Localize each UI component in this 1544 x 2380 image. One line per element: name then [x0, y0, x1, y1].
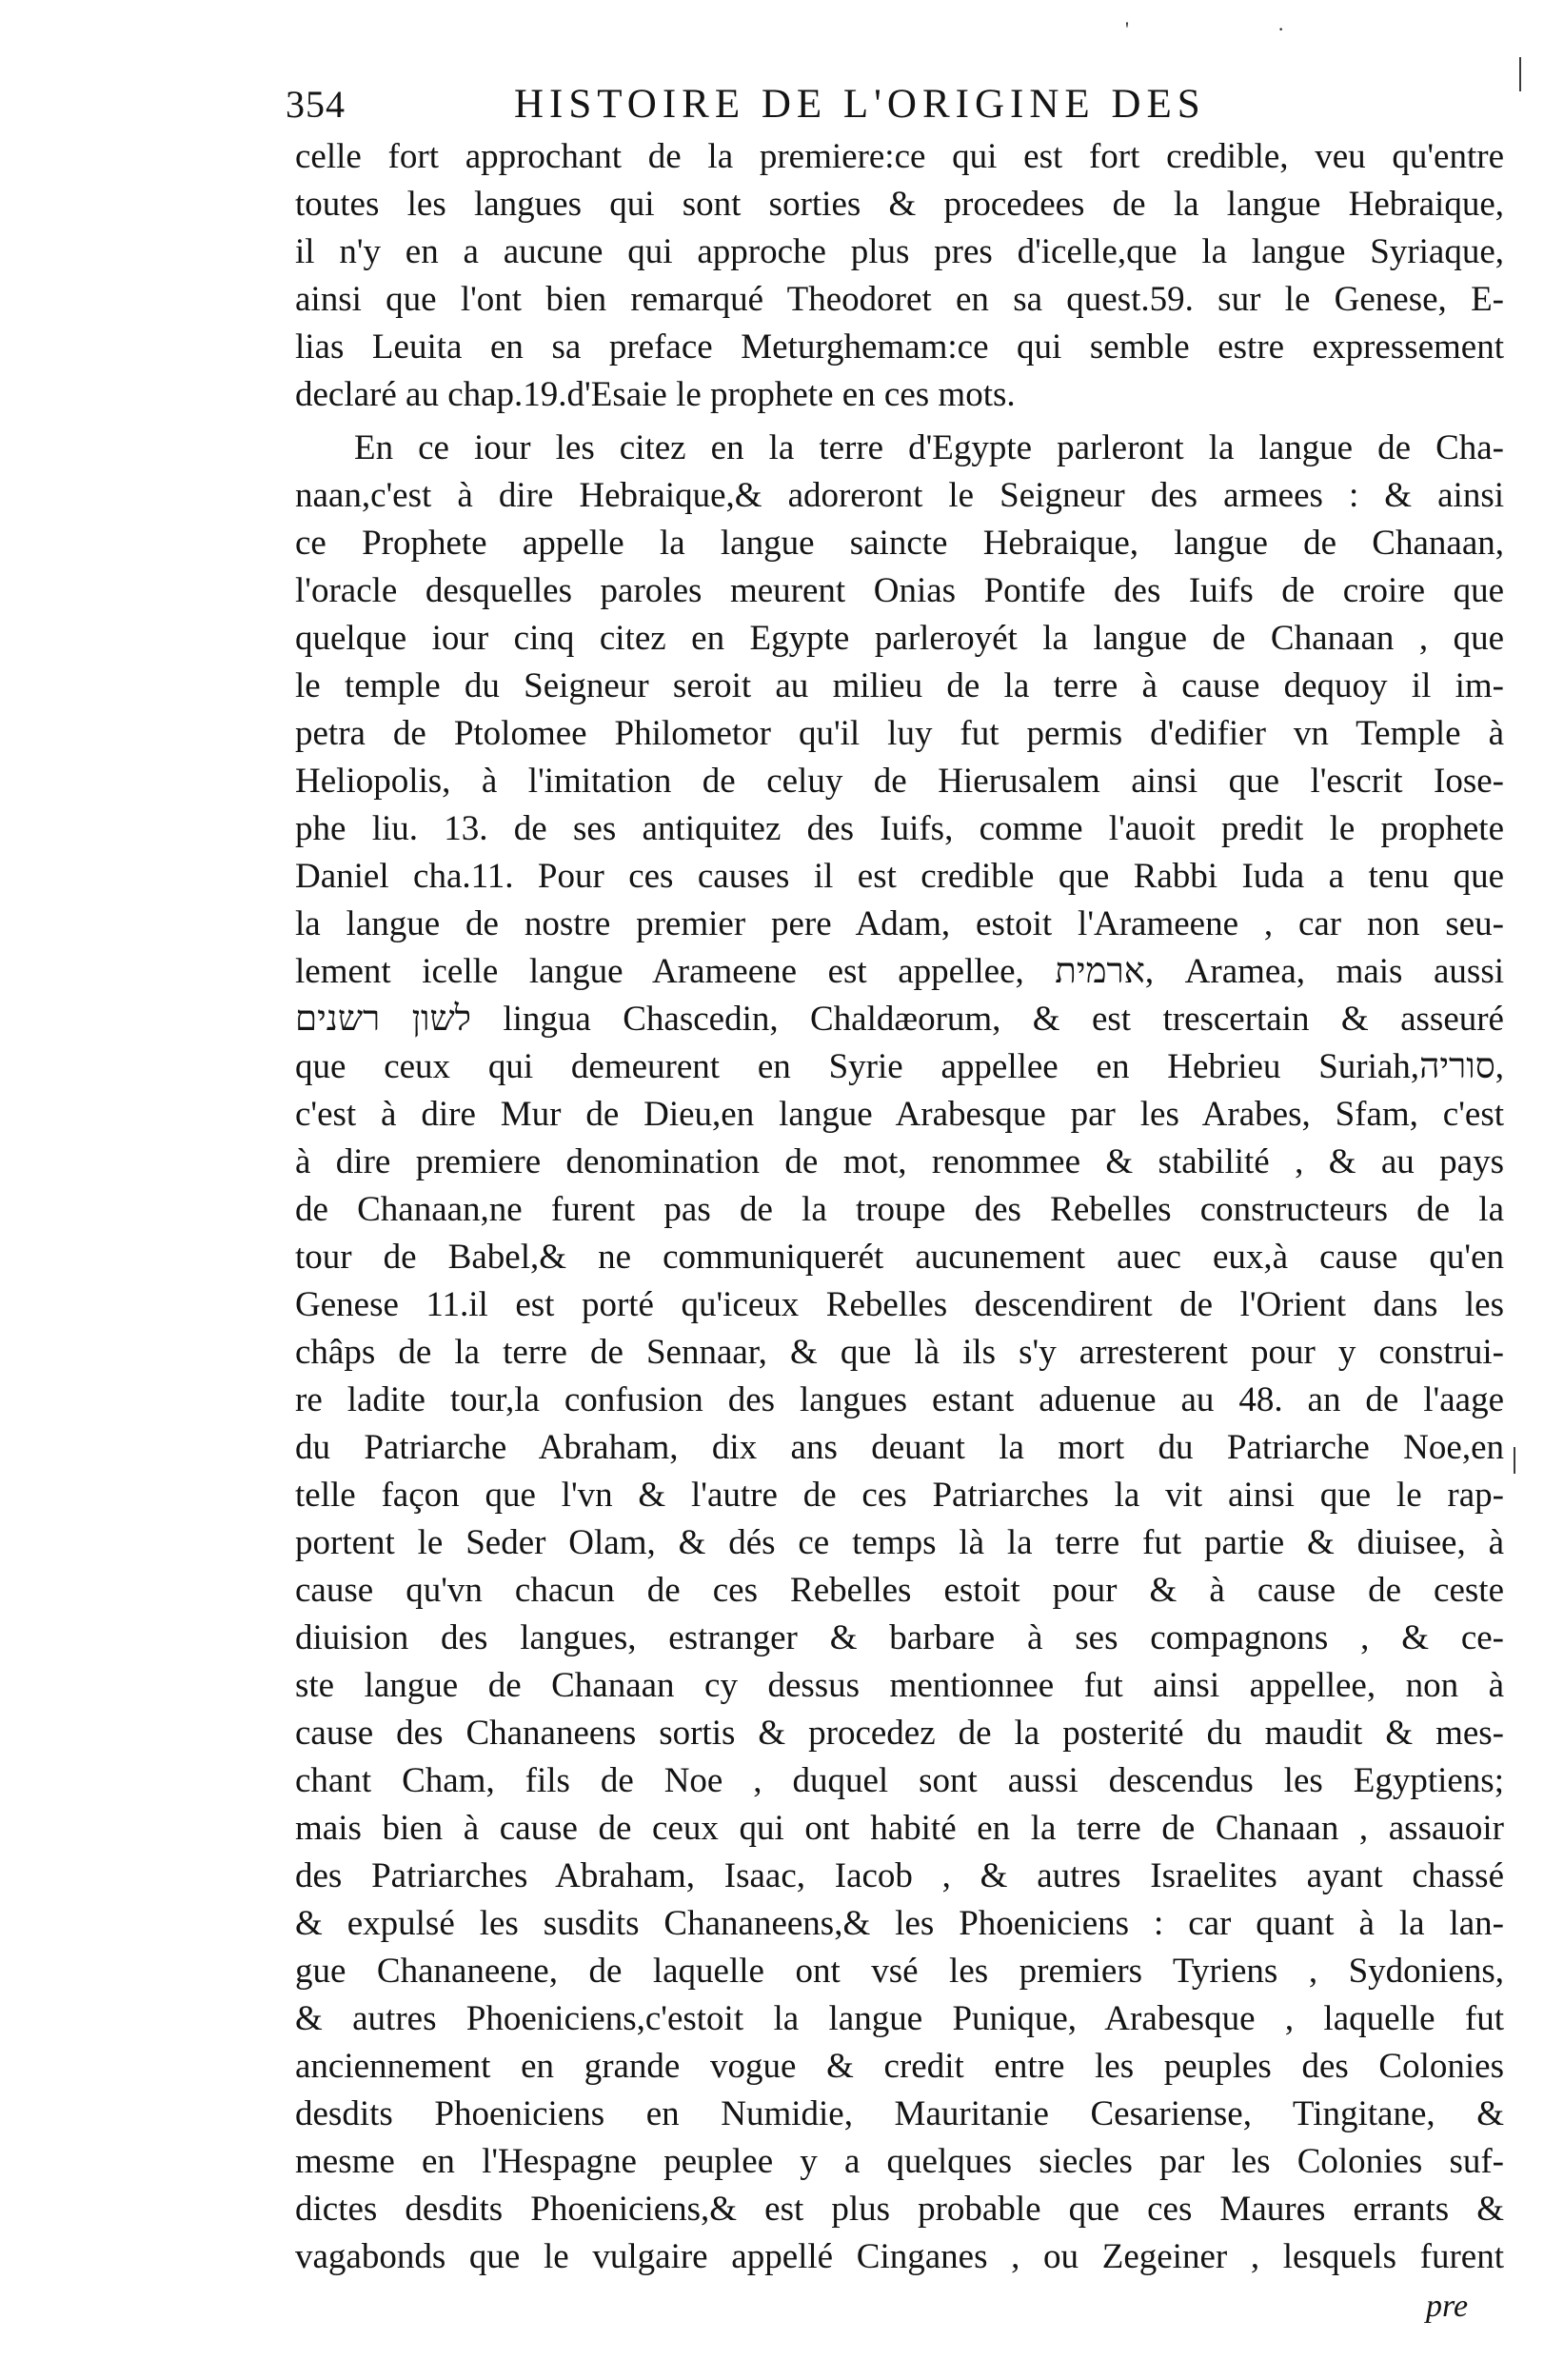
- text-line: châps de la terre de Sennaar, & que là ils s'y arresterent pour y construi-: [295, 1333, 1504, 1372]
- text-line: dictes desdits Phoeniciens,& est plus probable que ces Maures errants &: [295, 2190, 1504, 2229]
- running-head: HISTOIRE DE L'ORIGINE DES: [514, 82, 1206, 127]
- text-line: c'est à dire Mur de Dieu,en langue Arabesque par les Arabes, Sfam, c'est: [295, 1095, 1504, 1134]
- text-line: declaré au chap.19.d'Esaie le prophete en ces mots.: [295, 375, 1016, 414]
- text-line: לשון רשנים lingua Chascedin, Chaldæorum, & est trescertain & asseuré: [295, 1000, 1504, 1039]
- text-line: gue Chananeene, de laquelle ont vsé les premiers Tyriens , Sydoniens,: [295, 1952, 1504, 1991]
- catchword: pre: [1426, 2289, 1469, 2324]
- text-line: telle façon que l'vn & l'autre de ces Patriarches la vit ainsi que le rap-: [295, 1476, 1504, 1515]
- text-line: lement icelle langue Arameene est appellee, ארמית, Aramea, mais aussi: [295, 952, 1504, 991]
- paragraph-2: [295, 425, 1504, 2281]
- text-line: il n'y en a aucune qui approche plus pres d'icelle,que la langue Syriaque,: [295, 232, 1504, 271]
- text-line: mesme en l'Hespagne peuplee y a quelques siecles par les Colonies suf-: [295, 2142, 1504, 2181]
- text-line: ce Prophete appelle la langue saincte Hebraique, langue de Chanaan,: [295, 524, 1504, 563]
- text-line: vagabonds que le vulgaire appellé Cinganes , ou Zegeiner , lesquels furent: [295, 2237, 1504, 2276]
- text-line: desdits Phoeniciens en Numidie, Mauritanie Cesariense, Tingitane, &: [295, 2094, 1504, 2133]
- text-line: toutes les langues qui sont sorties & procedees de la langue Hebraique,: [295, 185, 1504, 224]
- text-line: que ceux qui demeurent en Syrie appellee en Hebrieu Suriah,סוריה,: [295, 1047, 1504, 1086]
- text-line: & autres Phoeniciens,c'estoit la langue Punique, Arabesque , laquelle fut: [295, 1999, 1504, 2038]
- text-line: diuision des langues, estranger & barbare à ses compagnons , & ce-: [295, 1618, 1504, 1657]
- text-line: re ladite tour,la confusion des langues estant aduenue au 48. an de l'aage: [295, 1380, 1504, 1419]
- page-number: 354: [286, 83, 346, 126]
- margin-rule-mark: [1514, 1447, 1515, 1474]
- printer-mark-ornament: ': [1125, 17, 1129, 41]
- text-line: ainsi que l'ont bien remarqué Theodoret en sa quest.59. sur le Genese, E-: [295, 280, 1504, 319]
- paragraph-1: [295, 133, 1504, 419]
- text-line: En ce iour les citez en la terre d'Egypte parleront la langue de Cha-: [354, 428, 1504, 467]
- text-line: la langue de nostre premier pere Adam, estoit l'Arameene , car non seu-: [295, 904, 1504, 943]
- body-text: [295, 133, 1504, 2281]
- text-line: cause des Chananeens sortis & procedez de la posterité du maudit & mes-: [295, 1714, 1504, 1753]
- text-line: des Patriarches Abraham, Isaac, Iacob , & autres Israelites ayant chassé: [295, 1856, 1504, 1895]
- text-line: cause qu'vn chacun de ces Rebelles estoit pour & à cause de ceste: [295, 1571, 1504, 1610]
- text-line: le temple du Seigneur seroit au milieu de la terre à cause dequoy il im-: [295, 666, 1504, 705]
- text-line: Genese 11.il est porté qu'iceux Rebelles descendirent de l'Orient dans les: [295, 1285, 1504, 1324]
- text-line: anciennement en grande vogue & credit entre les peuples des Colonies: [295, 2047, 1504, 2086]
- text-line: petra de Ptolomee Philometor qu'il luy fut permis d'edifier vn Temple à: [295, 714, 1504, 753]
- text-line: de Chanaan,ne furent pas de la troupe des Rebelles constructeurs de la: [295, 1190, 1504, 1229]
- printer-mark-ornament: ·: [1277, 17, 1285, 41]
- text-line: naan,c'est à dire Hebraique,& adoreront le Seigneur des armees : & ainsi: [295, 476, 1504, 515]
- text-line: chant Cham, fils de Noe , duquel sont aussi descendus les Egyptiens;: [295, 1761, 1504, 1800]
- text-line: & expulsé les susdits Chananeens,& les Phoeniciens : car quant à la lan-: [295, 1904, 1504, 1943]
- page-header: [286, 76, 1323, 133]
- text-line: portent le Seder Olam, & dés ce temps là la terre fut partie & diuisee, à: [295, 1523, 1504, 1562]
- margin-rule-mark: [1519, 57, 1521, 91]
- text-line: ste langue de Chanaan cy dessus mentionnee fut ainsi appellee, non à: [295, 1666, 1504, 1705]
- text-line: celle fort approchant de la premiere:ce qui est fort credible, veu qu'entre: [295, 137, 1504, 176]
- text-line: l'oracle desquelles paroles meurent Onias Pontife des Iuifs de croire que: [295, 571, 1504, 610]
- text-line: Heliopolis, à l'imitation de celuy de Hierusalem ainsi que l'escrit Iose-: [295, 762, 1504, 801]
- text-line: quelque iour cinq citez en Egypte parleroyét la langue de Chanaan , que: [295, 619, 1504, 658]
- text-line: mais bien à cause de ceux qui ont habité en la terre de Chanaan , assauoir: [295, 1809, 1504, 1848]
- text-line: tour de Babel,& ne communiquerét aucunement auec eux,à cause qu'en: [295, 1238, 1504, 1277]
- text-line: à dire premiere denomination de mot, renommee & stabilité , & au pays: [295, 1142, 1504, 1181]
- text-line: Daniel cha.11. Pour ces causes il est credible que Rabbi Iuda a tenu que: [295, 857, 1504, 896]
- text-line: phe liu. 13. de ses antiquitez des Iuifs, comme l'auoit predit le prophete: [295, 809, 1504, 848]
- text-line: lias Leuita en sa preface Meturghemam:ce qui semble estre expressement: [295, 327, 1504, 367]
- text-line: du Patriarche Abraham, dix ans deuant la mort du Patriarche Noe,en: [295, 1428, 1504, 1467]
